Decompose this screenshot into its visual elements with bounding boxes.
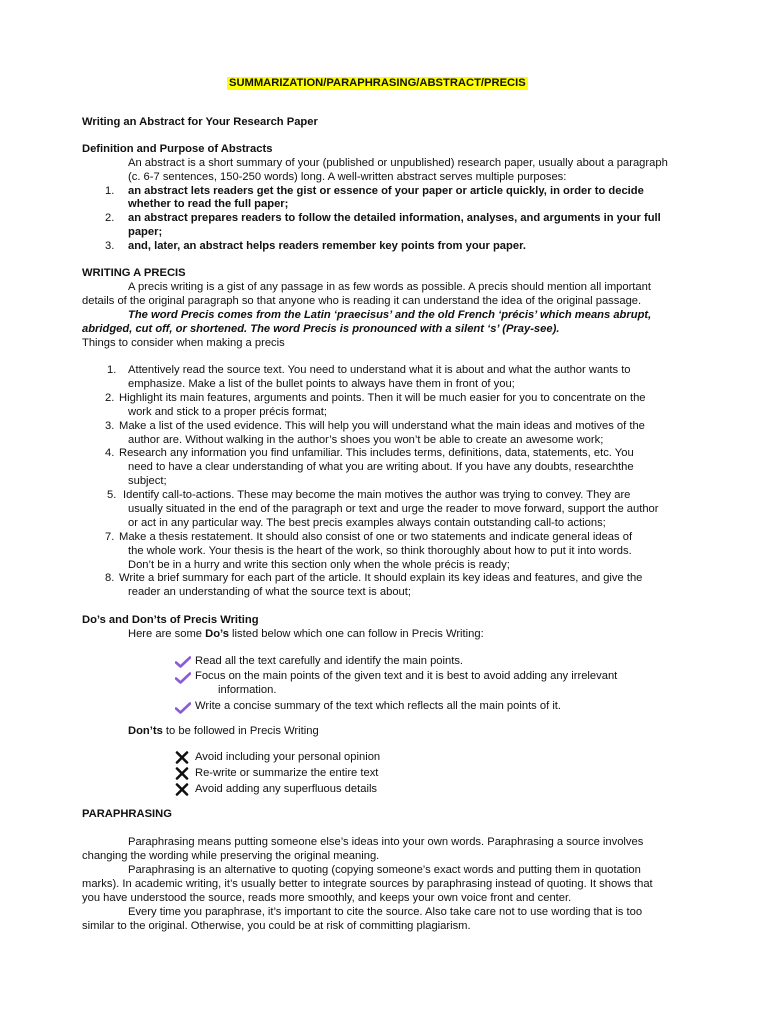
- paraphrasing-line: changing the wording while preserving the original meaning.: [82, 850, 380, 862]
- precis-step-line: Make a list of the used evidence. This will help you will understand what the main ideas and motives of the: [119, 420, 645, 432]
- dos-donts-heading: Do’s and Don’ts of Precis Writing: [82, 614, 259, 626]
- list-number: 4.: [105, 447, 115, 459]
- list-number: 5.: [107, 489, 117, 501]
- abstract-heading: Writing an Abstract for Your Research Paper: [82, 116, 318, 128]
- list-number: 1.: [105, 185, 115, 197]
- precis-step-line: emphasize. Make a list of the bullet points to always have them in front of you;: [128, 378, 515, 390]
- precis-step-line: Highlight its main features, arguments and points. Then it will be much easier for you to concentrate on the: [119, 392, 646, 404]
- precis-step-line: usually situated in the end of the paragraph or text and urge the reader to move forward, support the author: [128, 503, 659, 515]
- check-icon: [175, 672, 191, 686]
- paraphrasing-line: marks). In academic writing, it’s usually better to integrate sources by paraphrasing instead of quoting. It shows that: [82, 878, 653, 890]
- precis-step-line: Make a thesis restatement. It should also consist of one or two statements and indicate general ideas of: [119, 531, 633, 543]
- precis-heading: WRITING A PRECIS: [82, 267, 186, 279]
- donts-intro: Don’ts to be followed in Precis Writing: [128, 725, 319, 737]
- document-title: SUMMARIZATION/PARAPHRASING/ABSTRACT/PRECIS: [229, 77, 526, 89]
- precis-step-line: Research any information you find unfamiliar. This includes terms, definitions, data, statements, etc. You: [119, 447, 634, 459]
- list-number: 7.: [105, 531, 115, 543]
- list-number: 8.: [105, 572, 115, 584]
- dos-item-line: Write a concise summary of the text which reflects all the main points of it.: [195, 700, 562, 712]
- abstract-item-line: whether to read the full paper;: [128, 198, 289, 210]
- check-icon: [175, 656, 191, 670]
- paraphrasing-heading: PARAPHRASING: [82, 808, 172, 820]
- donts-item-line: Re-write or summarize the entire text: [195, 767, 379, 779]
- cross-icon: [175, 767, 191, 781]
- paraphrasing-line: you have understood the source, reads more smoothly, and keeps your own voice front and center.: [82, 892, 572, 904]
- cross-icon: [175, 783, 191, 797]
- dos-intro: Here are some Do’s listed below which one can follow in Precis Writing:: [128, 628, 484, 640]
- precis-step-line: Don’t be in a hurry and write this section only when the whole précis is ready;: [128, 559, 510, 571]
- list-number: 3.: [105, 240, 115, 252]
- paraphrasing-line: similar to the original. Otherwise, you could be at risk of committing plagiarism.: [82, 920, 471, 932]
- precis-step-line: author are. Without walking in the author’s shoes you won’t be able to create an awesome work;: [128, 434, 604, 446]
- precis-step-line: the whole work. Your thesis is the heart of the work, so think thoroughly about how to put it into words.: [128, 545, 632, 557]
- donts-item-line: Avoid including your personal opinion: [195, 751, 381, 763]
- precis-emphasis-line: abridged, cut off, or shortened. The word Precis is pronounced with a silent ‘s’ (Pray-see).: [82, 323, 560, 335]
- list-number: 2.: [105, 392, 115, 404]
- dos-item-line: Focus on the main points of the given text and it is best to avoid adding any irrelevant: [195, 670, 618, 682]
- check-icon: [175, 702, 191, 716]
- precis-consider-line: Things to consider when making a precis: [82, 337, 285, 349]
- list-number: 2.: [105, 212, 115, 224]
- abstract-item-line: an abstract lets readers get the gist or essence of your paper or article quickly, in order to decide: [128, 185, 644, 197]
- cross-icon: [175, 751, 191, 765]
- abstract-intro-line: An abstract is a short summary of your (published or unpublished) research paper, usually about a paragraph: [128, 157, 668, 169]
- list-number: 1.: [107, 364, 117, 376]
- precis-step-line: Attentively read the source text. You need to understand what it is about and what the author wants to: [128, 364, 631, 376]
- precis-intro-line: details of the original paragraph so that anyone who is reading it can understand the idea of the original passage.: [82, 295, 642, 307]
- dos-item-line: information.: [218, 684, 277, 696]
- paraphrasing-line: Every time you paraphrase, it’s important to cite the source. Also take care not to use wording that is too: [128, 906, 643, 918]
- precis-step-line: Identify call-to-actions. These may become the main motives the author was trying to convey. They are: [123, 489, 631, 501]
- precis-step-line: Write a brief summary for each part of the article. It should explain its key ideas and features, and give the: [119, 572, 643, 584]
- abstract-subheading: Definition and Purpose of Abstracts: [82, 143, 273, 155]
- donts-item-line: Avoid adding any superfluous details: [195, 783, 378, 795]
- precis-step-line: subject;: [128, 475, 167, 487]
- precis-emphasis-line: The word Precis comes from the Latin ‘praecisus’ and the old French ‘précis’ which means abrupt,: [128, 309, 652, 321]
- precis-step-line: work and stick to a proper précis format;: [128, 406, 327, 418]
- abstract-item-line: an abstract prepares readers to follow the detailed information, analyses, and arguments in your full: [128, 212, 661, 224]
- dos-item-line: Read all the text carefully and identify the main points.: [195, 655, 464, 667]
- abstract-item-line: paper;: [128, 226, 163, 238]
- list-number: 3.: [105, 420, 115, 432]
- precis-step-line: or act in any particular way. The best precis examples always contain outstanding call-to actions;: [128, 517, 606, 529]
- precis-intro-line: A precis writing is a gist of any passage in as few words as possible. A precis should mention all important: [128, 281, 651, 293]
- abstract-intro-line: (c. 6-7 sentences, 150-250 words) long. A well-written abstract serves multiple purposes:: [128, 171, 567, 183]
- abstract-item-line: and, later, an abstract helps readers remember key points from your paper.: [128, 240, 526, 252]
- paraphrasing-line: Paraphrasing is an alternative to quoting (copying someone’s exact words and putting them in quotation: [128, 864, 641, 876]
- precis-step-line: reader an understanding of what the source text is about;: [128, 586, 411, 598]
- precis-step-line: need to have a clear understanding of what you are writing about. If you have any doubts, researchthe: [128, 461, 634, 473]
- paraphrasing-line: Paraphrasing means putting someone else’s ideas into your own words. Paraphrasing a source involves: [128, 836, 644, 848]
